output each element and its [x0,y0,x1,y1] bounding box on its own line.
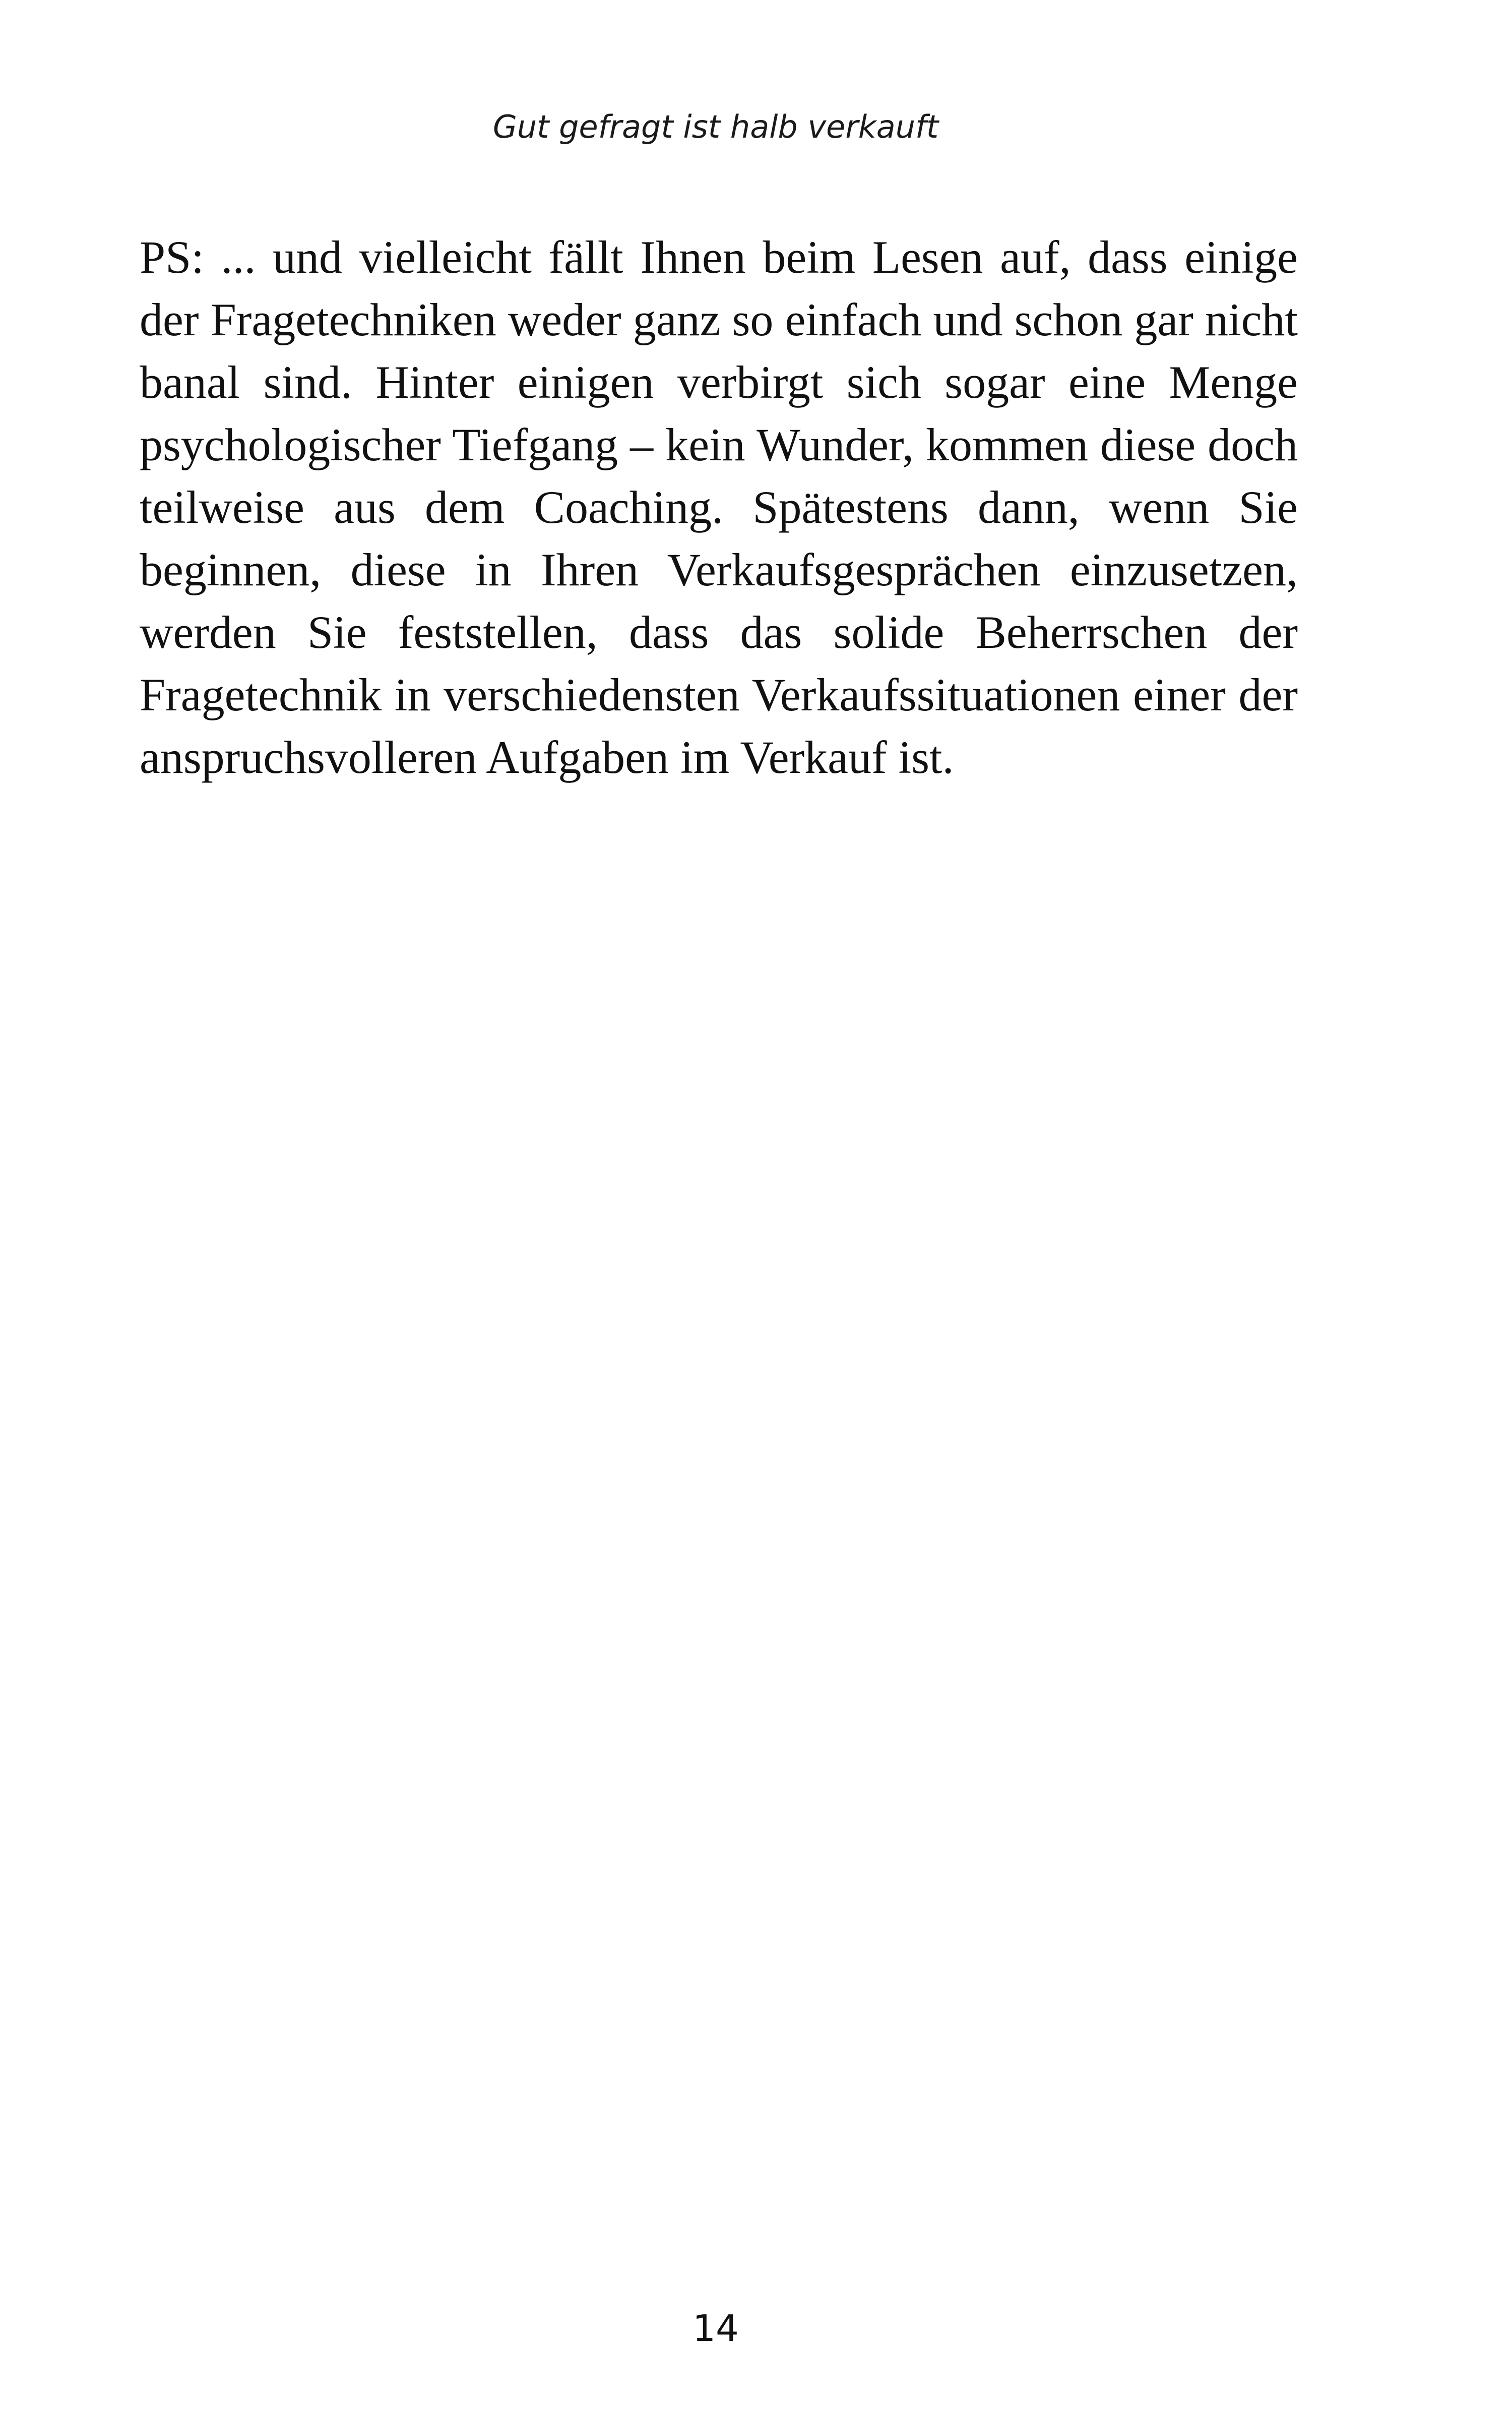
page-number: 14 [692,2307,739,2349]
running-head-title: Gut gefragt ist halb verkauft [492,108,939,145]
body-paragraph: PS: ... und vielleicht fällt Ihnen beim Lesen auf, dass einige der Fragetechniken weder ganz so einfach und schon gar nicht banal sind. Hinter einigen verbirgt sich sogar eine Menge psychologischer Tiefgang – kein Wunder, kommen diese doch teilweise aus dem Coaching. Spätestens dann, wenn Sie beginnen, diese in Ihren Verkaufsgesprächen einzusetzen, werden Sie feststellen, dass das solide Beherrschen der Fragetechnik in verschiedensten Verkaufssituationen einer der anspruchsvolleren Aufgaben im Verkauf ist. [140,231,1298,783]
